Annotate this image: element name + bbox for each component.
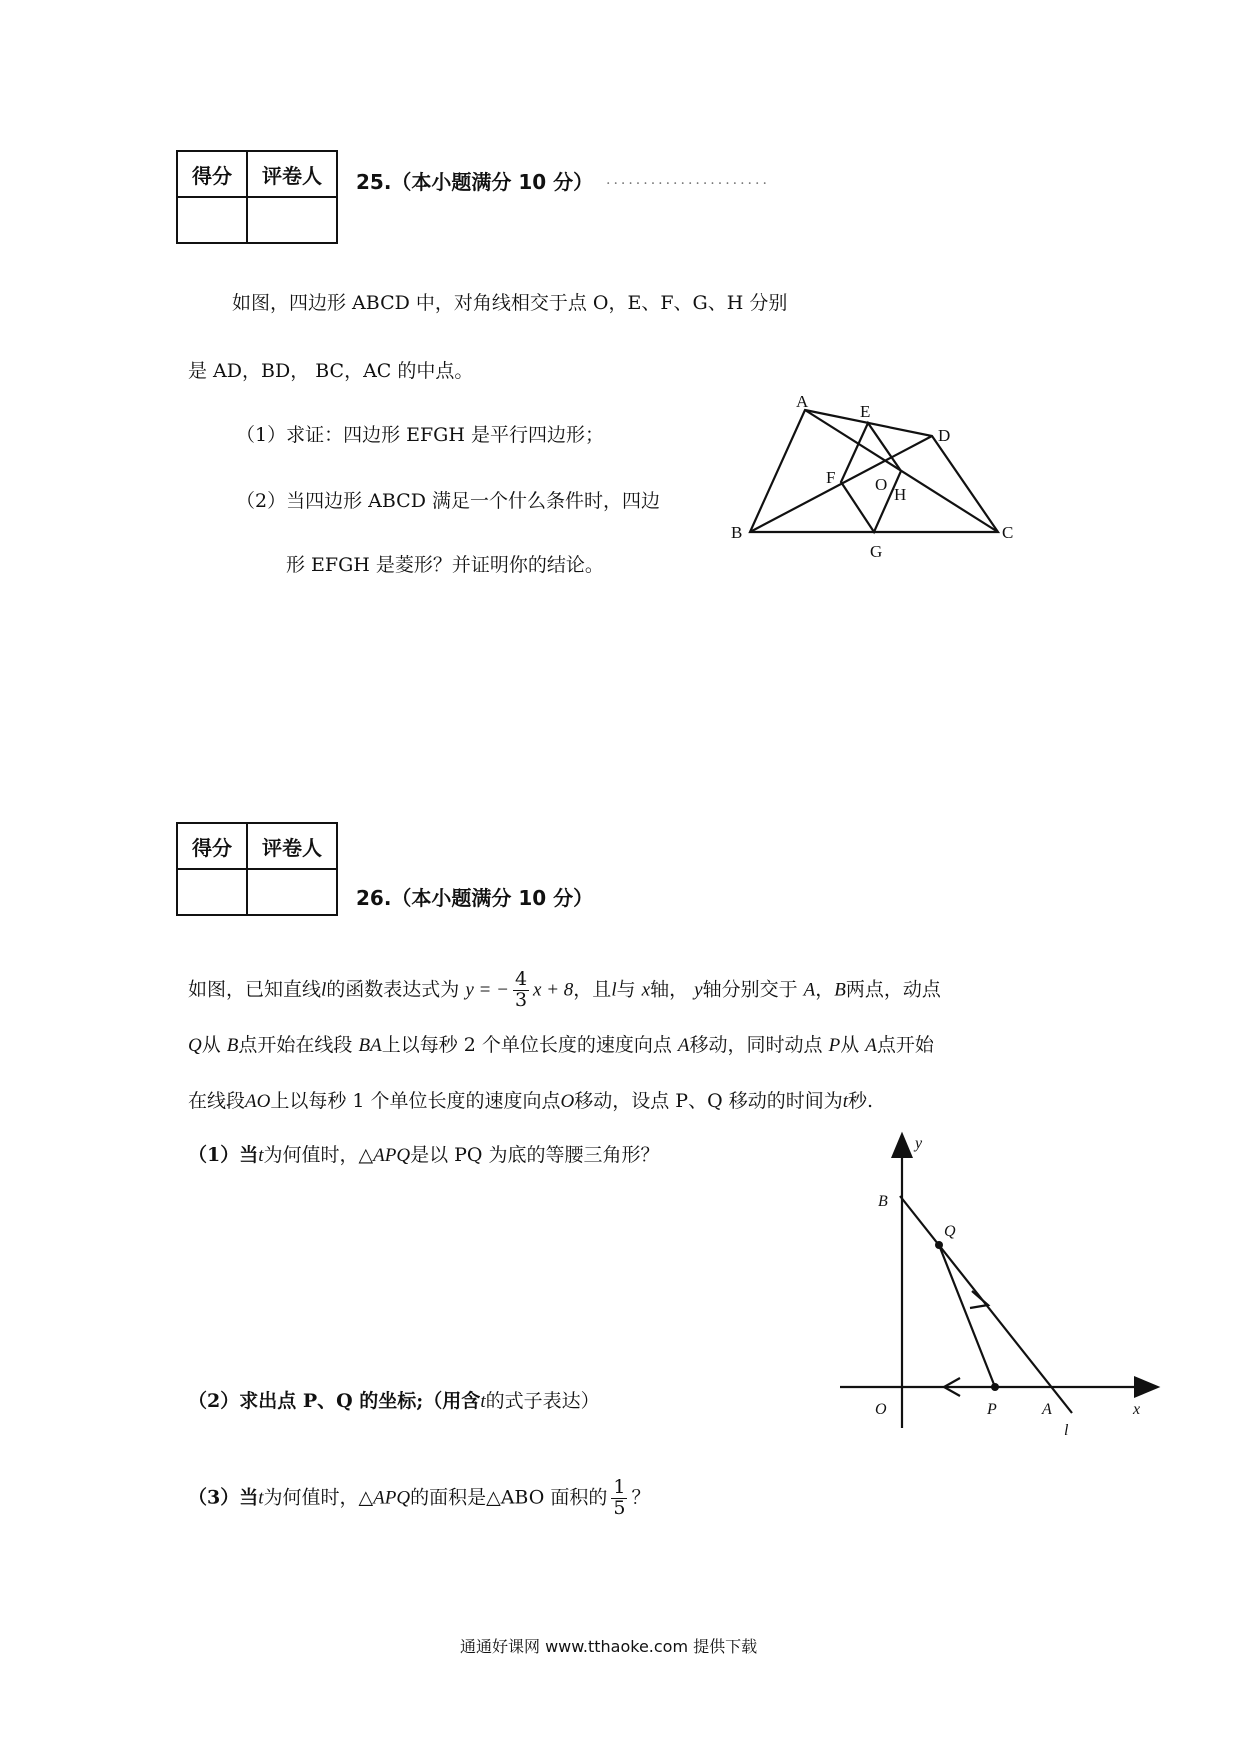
q26-p2-a: （2）求出点 P、Q 的坐标;（用含 xyxy=(188,1390,481,1412)
label-x: x xyxy=(1133,1401,1141,1418)
eq-numerator: 4 xyxy=(514,968,528,990)
var-t: t xyxy=(480,1391,486,1412)
q26-l2-c: 上以每秒 2 个单位长度的速度向点 xyxy=(381,1034,672,1056)
q25-part2a: （2）当四边形 ABCD 满足一个什么条件时，四边 xyxy=(236,490,660,512)
q26-l3-b: 上以每秒 1 个单位长度的速度向点 xyxy=(270,1090,561,1112)
var-ba: BA xyxy=(358,1035,382,1056)
q26-part1 xyxy=(188,1146,660,1165)
var-ao: AO xyxy=(245,1091,271,1112)
score-cell xyxy=(177,197,247,243)
q26-l1-g: ， xyxy=(815,978,835,1001)
q26-l1-h: 两点，动点 xyxy=(845,978,941,1001)
eq-lhs: y = − xyxy=(465,979,509,1001)
q26-p3-a: （3）当 xyxy=(188,1486,259,1509)
label-o: O xyxy=(875,1401,887,1418)
q25-part2b: 形 EFGH 是菱形？并证明你的结论。 xyxy=(286,554,604,576)
quad-abcd xyxy=(750,410,998,532)
score-header: 得分 xyxy=(177,823,247,869)
grader-header: 评卷人 xyxy=(247,823,337,869)
var-q: Q xyxy=(188,1035,202,1056)
grader-header: 评卷人 xyxy=(247,151,337,197)
footer-credit: 通通好课网 www.tthaoke.com 提供下载 xyxy=(460,1637,758,1656)
q25-part1: （1）求证：四边形 EFGH 是平行四边形； xyxy=(236,424,604,446)
label-y: y xyxy=(915,1135,923,1152)
q26-p2-b: 的式子表达） xyxy=(485,1390,600,1412)
point-q xyxy=(935,1241,943,1249)
score-table-q26 xyxy=(176,822,338,916)
q25-dots: ...................... xyxy=(606,172,770,188)
q26-title: 26.（本小题满分 10 分） xyxy=(356,886,594,910)
label-c: C xyxy=(1002,523,1014,542)
label-l: l xyxy=(1064,1422,1069,1438)
fraction-one-fifth xyxy=(611,1478,627,1519)
var-t: t xyxy=(258,1487,264,1509)
eq-rhs: x + 8 xyxy=(533,979,574,1001)
q26-l3-a: 在线段 xyxy=(188,1090,246,1112)
q26-line1 xyxy=(188,970,941,1011)
frac-denominator: 5 xyxy=(613,1496,626,1519)
var-l: l xyxy=(611,979,617,1001)
q26-p1-b: 为何值时，△ xyxy=(263,1144,374,1166)
var-p: P xyxy=(828,1035,841,1056)
q26-l1-c: ，且 xyxy=(573,978,612,1001)
label-e: E xyxy=(860,402,871,421)
q26-line3 xyxy=(188,1092,873,1111)
label-a: A xyxy=(1042,1401,1052,1418)
var-t: t xyxy=(258,1145,264,1166)
q26-p3-b: 为何值时，△ xyxy=(263,1486,374,1509)
q26-line2 xyxy=(188,1036,934,1055)
q26-p3-d: ？ xyxy=(631,1486,651,1509)
var-o: O xyxy=(560,1091,575,1112)
q26-l1-e: 轴， xyxy=(650,978,689,1001)
label-o: O xyxy=(875,475,888,494)
q26-l1-f: 轴分别交于 xyxy=(702,978,798,1001)
q25-title: 25.（本小题满分 10 分） xyxy=(356,170,594,194)
q25-figure xyxy=(720,390,1030,565)
q26-l2-d: 移动，同时动点 xyxy=(689,1034,823,1056)
var-t: t xyxy=(842,1091,848,1112)
label-b: B xyxy=(731,523,743,542)
var-l: l xyxy=(321,979,327,1001)
q26-p3-c: 的面积是△ABO 面积的 xyxy=(410,1486,608,1509)
segment-qp xyxy=(939,1245,995,1387)
q26-l2-a: 从 xyxy=(201,1034,221,1056)
q26-part3 xyxy=(188,1478,650,1519)
q26-l1-b: 的函数表达式为 xyxy=(326,978,460,1001)
q26-l3-c: 移动，设点 P、Q 移动的时间为 xyxy=(574,1090,843,1112)
var-y: y xyxy=(694,979,703,1001)
diagonal-bd xyxy=(750,436,932,532)
q26-p1-a: （1）当 xyxy=(188,1144,259,1166)
score-table-q25 xyxy=(176,150,338,244)
q26-l3-d: 秒. xyxy=(847,1090,874,1112)
q26-l1-d: 与 xyxy=(616,978,636,1001)
var-x: x xyxy=(641,979,651,1001)
label-d: D xyxy=(938,426,951,445)
score-header: 得分 xyxy=(177,151,247,197)
label-a: A xyxy=(796,392,809,411)
grader-cell xyxy=(247,869,337,915)
point-p xyxy=(991,1383,999,1391)
eq-fraction xyxy=(513,970,529,1011)
label-f: F xyxy=(826,468,836,487)
q25-line1: 如图，四边形 ABCD 中，对角线相交于点 O，E、F、G、H 分别 xyxy=(232,292,788,314)
q26-l2-b: 点开始在线段 xyxy=(238,1034,353,1056)
q26-figure xyxy=(840,1128,1170,1438)
var-b: B xyxy=(834,979,846,1001)
var-a: A xyxy=(865,1035,877,1056)
q26-p1-c: 是以 PQ 为底的等腰三角形？ xyxy=(410,1144,660,1166)
q25-line2: 是 AD，BD， BC，AC 的中点。 xyxy=(188,360,474,382)
q26-l1-a: 如图，已知直线 xyxy=(188,978,322,1001)
arrow-on-l xyxy=(970,1291,988,1308)
var-apq: APQ xyxy=(373,1145,411,1166)
eq-denominator: 3 xyxy=(514,988,528,1011)
frac-numerator: 1 xyxy=(613,1476,626,1498)
q26-l2-e: 从 xyxy=(840,1034,860,1056)
grader-cell xyxy=(247,197,337,243)
label-p: P xyxy=(987,1401,997,1418)
label-b: B xyxy=(878,1193,888,1210)
var-a: A xyxy=(677,1035,690,1056)
var-a: A xyxy=(803,979,816,1001)
label-h: H xyxy=(894,485,907,504)
q26-part2 xyxy=(188,1392,600,1411)
label-g: G xyxy=(870,542,883,561)
var-b: B xyxy=(226,1035,239,1056)
q26-l2-f: 点开始 xyxy=(876,1034,934,1056)
var-apq: APQ xyxy=(373,1487,411,1509)
label-q: Q xyxy=(944,1223,956,1240)
score-cell xyxy=(177,869,247,915)
